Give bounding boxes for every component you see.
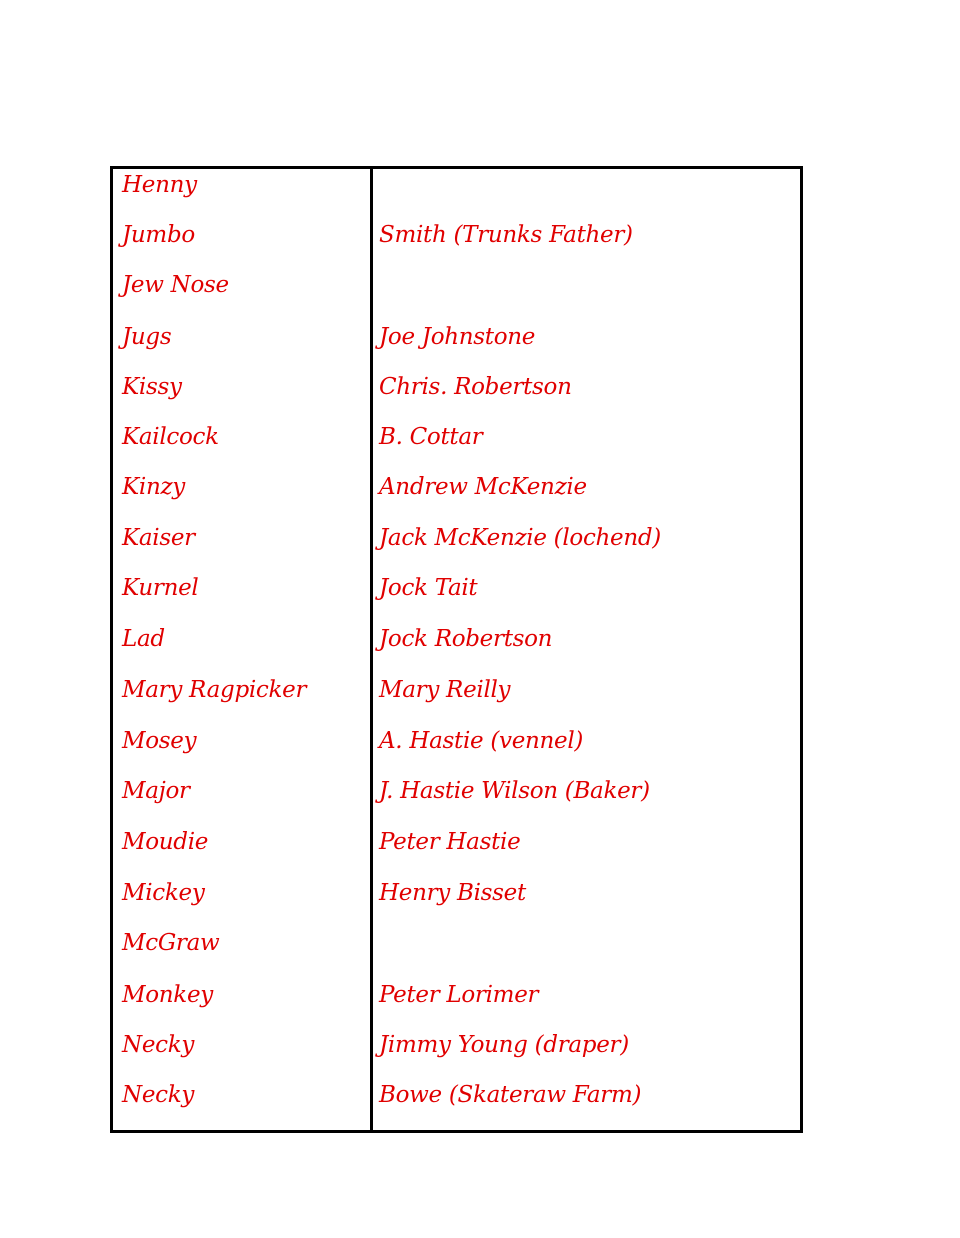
- nickname-cell: Necky: [122, 1032, 195, 1058]
- nickname-cell: McGraw: [122, 930, 220, 956]
- person-cell: Joe Johnstone: [379, 324, 536, 350]
- nickname-cell: Henny: [122, 172, 197, 198]
- person-cell: Smith (Trunks Father): [379, 222, 633, 248]
- table-row: [113, 1030, 800, 1070]
- nickname-cell: Kurnel: [122, 575, 199, 601]
- person-cell: B. Cottar: [379, 424, 483, 450]
- table-row: [113, 980, 800, 1020]
- nickname-cell: Kinzy: [122, 474, 185, 500]
- nickname-cell: Kissy: [122, 374, 182, 400]
- person-cell: Jimmy Young (draper): [379, 1032, 629, 1058]
- table-row: [113, 170, 800, 210]
- table-row: [113, 928, 800, 968]
- nickname-cell: Necky: [122, 1082, 195, 1108]
- table-row: [113, 322, 800, 362]
- nickname-table: [110, 166, 803, 1133]
- table-row: [113, 878, 800, 918]
- table-row: [113, 624, 800, 664]
- person-cell: Chris. Robertson: [379, 374, 572, 400]
- table-row: [113, 472, 800, 512]
- table-row: [113, 372, 800, 412]
- table-row: [113, 726, 800, 766]
- person-cell: Jock Robertson: [379, 626, 553, 652]
- nickname-cell: Mickey: [122, 880, 205, 906]
- nickname-cell: Major: [122, 778, 190, 804]
- person-cell: Peter Lorimer: [379, 982, 539, 1008]
- table-row: [113, 776, 800, 816]
- person-cell: J. Hastie Wilson (Baker): [379, 778, 650, 804]
- table-row: [113, 422, 800, 462]
- nickname-cell: Kailcock: [122, 424, 219, 450]
- person-cell: Mary Reilly: [379, 677, 511, 703]
- table-row: [113, 675, 800, 715]
- nickname-cell: Mosey: [122, 728, 197, 754]
- person-cell: Peter Hastie: [379, 829, 521, 855]
- nickname-cell: Lad: [122, 626, 165, 652]
- table-row: [113, 270, 800, 310]
- nickname-cell: Kaiser: [122, 525, 195, 551]
- nickname-cell: Moudie: [122, 829, 209, 855]
- nickname-cell: Monkey: [122, 982, 213, 1008]
- person-cell: Bowe (Skateraw Farm): [379, 1082, 642, 1108]
- table-row: [113, 1080, 800, 1120]
- person-cell: A. Hastie (vennel): [379, 728, 584, 754]
- person-cell: Jock Tait: [379, 575, 478, 601]
- nickname-cell: Jugs: [122, 324, 172, 350]
- person-cell: Henry Bisset: [379, 880, 526, 906]
- table-row: [113, 827, 800, 867]
- table-row: [113, 573, 800, 613]
- nickname-cell: Jew Nose: [122, 272, 229, 298]
- nickname-cell: Jumbo: [122, 222, 195, 248]
- nickname-cell: Mary Ragpicker: [122, 677, 307, 703]
- person-cell: Jack McKenzie (lochend): [379, 525, 661, 551]
- person-cell: Andrew McKenzie: [379, 474, 587, 500]
- table-row: [113, 220, 800, 260]
- table-row: [113, 523, 800, 563]
